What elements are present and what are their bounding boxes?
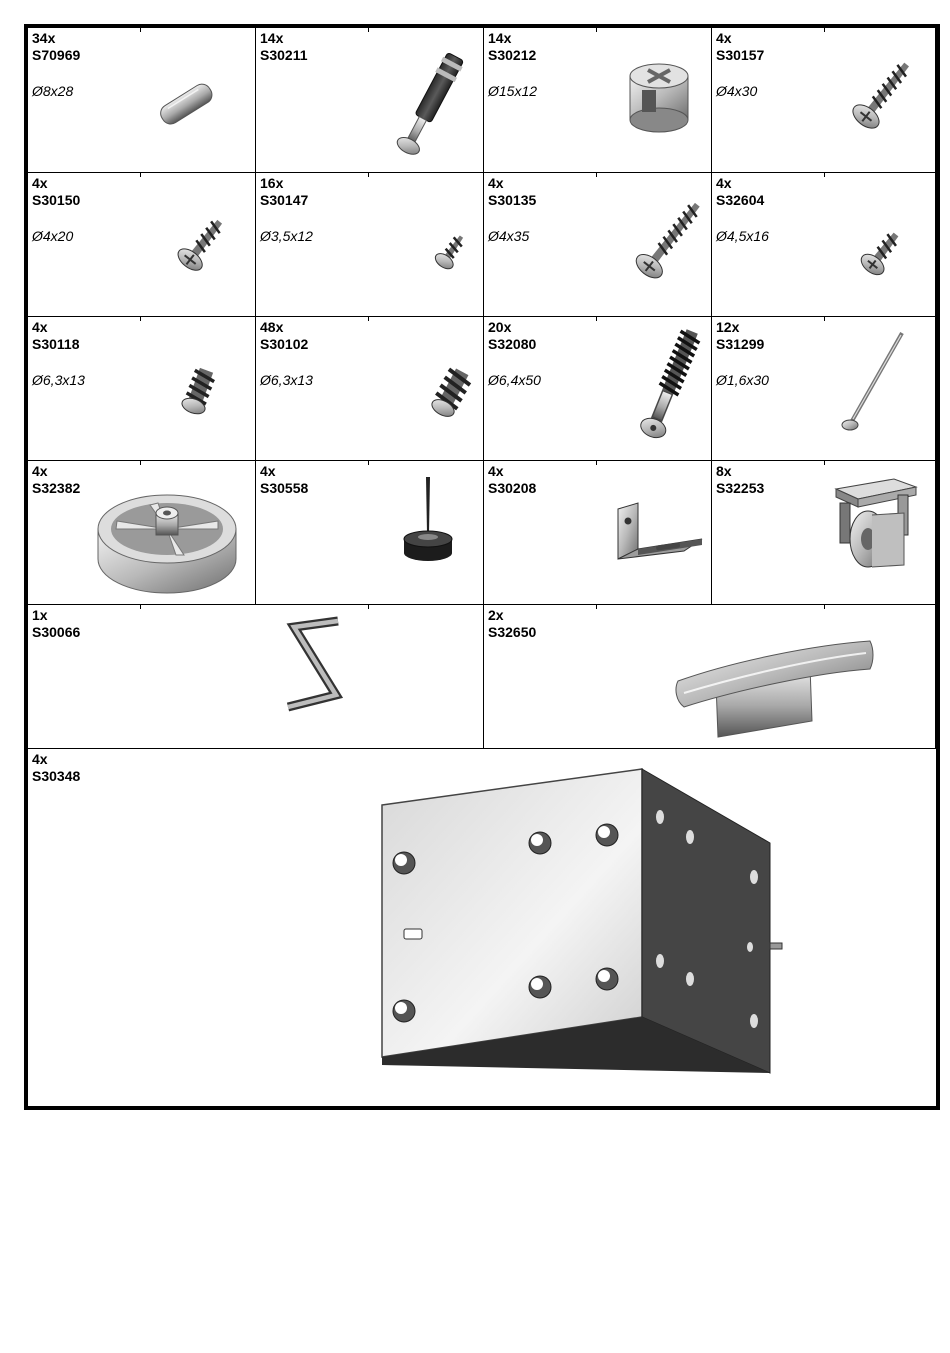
part-cell-s30118 xyxy=(28,317,256,461)
part-dimension: Ø4x20 xyxy=(32,228,74,244)
part-cell-s30066 xyxy=(28,605,484,749)
part-quantity: 2x xyxy=(488,607,504,623)
part-cell-s30558 xyxy=(256,461,484,605)
euro-screw-icon xyxy=(174,363,224,419)
part-quantity: 34x xyxy=(32,30,56,46)
part-code: S32253 xyxy=(716,480,765,496)
part-quantity: 4x xyxy=(32,463,48,479)
part-cell-s32382 xyxy=(28,461,256,605)
part-dimension: Ø4x35 xyxy=(488,228,530,244)
cell-tick xyxy=(596,173,597,177)
screw-icon xyxy=(428,229,472,277)
part-dimension: Ø6,3x13 xyxy=(32,372,85,388)
part-cell-s32253 xyxy=(712,461,936,605)
screw-icon xyxy=(842,52,922,140)
part-dimension: Ø6,4x50 xyxy=(488,372,541,388)
part-dimension: Ø1,6x30 xyxy=(716,372,769,388)
part-quantity: 16x xyxy=(260,175,284,191)
part-quantity: 14x xyxy=(488,30,512,46)
cell-tick xyxy=(824,173,825,177)
nail-icon xyxy=(834,329,914,439)
part-dimension: Ø4,5x16 xyxy=(716,228,769,244)
cell-tick xyxy=(140,28,141,32)
screw-icon xyxy=(852,225,908,285)
part-dimension: Ø6,3x13 xyxy=(260,372,313,388)
cell-tick xyxy=(824,317,825,321)
part-code: S30348 xyxy=(32,768,81,784)
part-cell-s32650 xyxy=(484,605,936,749)
part-quantity: 4x xyxy=(32,319,48,335)
part-code: S30211 xyxy=(260,47,308,63)
part-code: S30135 xyxy=(488,192,537,208)
screw-icon xyxy=(168,211,232,283)
cam-lock-icon xyxy=(622,56,696,142)
part-dimension: Ø8x28 xyxy=(32,83,74,99)
part-code: S32650 xyxy=(488,624,537,640)
part-cell-s30157 xyxy=(712,28,936,173)
cell-tick xyxy=(368,173,369,177)
part-cell-s30102 xyxy=(256,317,484,461)
cell-tick xyxy=(368,317,369,321)
part-code: S30147 xyxy=(260,192,309,208)
part-cell-s30348 xyxy=(28,749,936,1106)
cell-tick xyxy=(824,461,825,465)
wheel-foot-icon xyxy=(92,483,242,599)
cell-tick xyxy=(368,28,369,32)
furniture-glide-icon xyxy=(388,473,468,569)
part-dimension: Ø4x30 xyxy=(716,83,758,99)
part-quantity: 1x xyxy=(32,607,48,623)
part-quantity: 4x xyxy=(260,463,276,479)
euro-screw-icon xyxy=(424,363,478,423)
part-dimension: Ø3,5x12 xyxy=(260,228,313,244)
part-code: S30157 xyxy=(716,47,765,63)
cell-tick xyxy=(140,605,141,609)
long-screw-icon xyxy=(624,321,712,457)
part-cell-s30150 xyxy=(28,173,256,317)
part-code: S30118 xyxy=(32,336,80,352)
part-cell-s32604 xyxy=(712,173,936,317)
part-code: S32604 xyxy=(716,192,765,208)
cell-tick xyxy=(140,317,141,321)
cell-tick xyxy=(824,28,825,32)
cell-tick xyxy=(368,461,369,465)
part-cell-s30211 xyxy=(256,28,484,173)
part-code: S30208 xyxy=(488,480,537,496)
corner-bracket-icon xyxy=(374,765,794,1083)
caster-icon xyxy=(822,473,926,577)
parts-sheet xyxy=(24,24,940,1110)
part-cell-s30147 xyxy=(256,173,484,317)
screw-icon xyxy=(624,193,712,289)
part-dimension: Ø15x12 xyxy=(488,83,538,99)
part-code: S30102 xyxy=(260,336,309,352)
part-code: S30558 xyxy=(260,480,309,496)
part-code: S31299 xyxy=(716,336,765,352)
part-quantity: 14x xyxy=(260,30,284,46)
part-cell-s70969 xyxy=(28,28,256,173)
part-cell-s31299 xyxy=(712,317,936,461)
cell-tick xyxy=(140,461,141,465)
part-quantity: 20x xyxy=(488,319,512,335)
part-code: S30066 xyxy=(32,624,81,640)
part-quantity: 4x xyxy=(716,30,732,46)
part-code: S70969 xyxy=(32,47,81,63)
part-code: S32080 xyxy=(488,336,537,352)
cell-tick xyxy=(596,317,597,321)
part-quantity: 4x xyxy=(716,175,732,191)
part-quantity: 4x xyxy=(488,463,504,479)
part-cell-s30208 xyxy=(484,461,712,605)
part-quantity: 12x xyxy=(716,319,740,335)
handle-icon xyxy=(674,631,878,741)
part-quantity: 48x xyxy=(260,319,284,335)
part-cell-s30212 xyxy=(484,28,712,173)
part-quantity: 4x xyxy=(488,175,504,191)
allen-key-icon xyxy=(276,613,350,723)
part-quantity: 4x xyxy=(32,175,48,191)
angle-bracket-icon xyxy=(612,499,708,573)
cell-tick xyxy=(596,28,597,32)
part-code: S30212 xyxy=(488,47,537,63)
cell-tick xyxy=(140,173,141,177)
cell-tick xyxy=(596,605,597,609)
connector-bolt-icon xyxy=(384,46,474,168)
part-cell-s32080 xyxy=(484,317,712,461)
cell-tick xyxy=(824,605,825,609)
part-code: S32382 xyxy=(32,480,81,496)
cell-tick xyxy=(368,605,369,609)
part-quantity: 4x xyxy=(32,751,48,767)
part-quantity: 8x xyxy=(716,463,732,479)
part-cell-s30135 xyxy=(484,173,712,317)
cell-tick xyxy=(596,461,597,465)
part-code: S30150 xyxy=(32,192,81,208)
dowel-icon xyxy=(148,68,228,138)
